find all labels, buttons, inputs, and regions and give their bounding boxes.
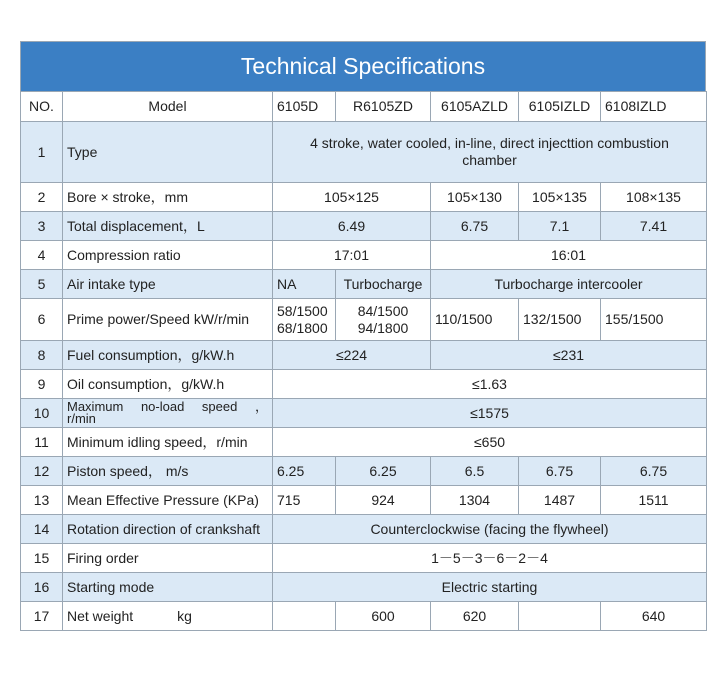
row-value: 6.49	[273, 212, 431, 241]
row-number: 8	[21, 341, 63, 370]
table-row	[21, 428, 707, 457]
row-value	[273, 602, 336, 631]
table-row	[21, 341, 707, 370]
row-value: ≤650	[273, 428, 707, 457]
row-label: Oil consumption，g/kW.h	[63, 370, 273, 399]
row-label: Compression ratio	[63, 241, 273, 270]
header-no: NO.	[21, 92, 63, 122]
header-row	[21, 92, 707, 122]
row-value: ≤231	[431, 341, 707, 370]
row-value: ≤224	[273, 341, 431, 370]
table-row	[21, 299, 707, 341]
header-model: Model	[63, 92, 273, 122]
row-number: 6	[21, 299, 63, 341]
row-number: 10	[21, 399, 63, 428]
row-value: NA	[273, 270, 336, 299]
row-value: 6.25	[273, 457, 336, 486]
row-value: 1－5－3－6－2－4	[273, 544, 707, 573]
row-number: 12	[21, 457, 63, 486]
header-model-1: 6105D	[273, 92, 336, 122]
row-value: 7.41	[601, 212, 707, 241]
row-value: Turbocharge intercooler	[431, 270, 707, 299]
table-row	[21, 573, 707, 602]
row-label: Piston speed， m/s	[63, 457, 273, 486]
table-row	[21, 399, 707, 428]
row-value: 1511	[601, 486, 707, 515]
spec-sheet	[20, 41, 706, 631]
row-value: Counterclockwise (facing the flywheel)	[273, 515, 707, 544]
row-number: 3	[21, 212, 63, 241]
row-value: 108×135	[601, 183, 707, 212]
row-value: 17:01	[273, 241, 431, 270]
header-model-2: R6105ZD	[336, 92, 431, 122]
row-value: 1487	[519, 486, 601, 515]
row-number: 15	[21, 544, 63, 573]
row-value: Electric starting	[273, 573, 707, 602]
row-value: Turbocharge	[336, 270, 431, 299]
row-label: Firing order	[63, 544, 273, 573]
row-label: Air intake type	[63, 270, 273, 299]
table-row	[21, 241, 707, 270]
row-label: Maximum no-load speed ，r/min	[63, 399, 273, 428]
row-label	[63, 602, 273, 631]
row-value: 6.75	[601, 457, 707, 486]
row-value: 7.1	[519, 212, 601, 241]
net-weight-unit: kg	[177, 607, 192, 624]
row-number: 2	[21, 183, 63, 212]
row-label: Minimum idling speed，r/min	[63, 428, 273, 457]
row-value: 6.25	[336, 457, 431, 486]
row-value: 105×125	[273, 183, 431, 212]
row-value: 600	[336, 602, 431, 631]
table-row	[21, 602, 707, 631]
row-value: 4 stroke, water cooled, in-line, direct injecttion combustion chamber	[273, 122, 707, 183]
row-value: 105×130	[431, 183, 519, 212]
row-value: 110/1500	[431, 299, 519, 341]
row-label: Type	[63, 122, 273, 183]
row-value: 715	[273, 486, 336, 515]
table-row	[21, 486, 707, 515]
row-value: ≤1575	[273, 399, 707, 428]
row-label: Mean Effective Pressure (KPa)	[63, 486, 273, 515]
row-label: Fuel consumption，g/kW.h	[63, 341, 273, 370]
row-value: 6.5	[431, 457, 519, 486]
row-value: 620	[431, 602, 519, 631]
row-number: 14	[21, 515, 63, 544]
row-value: 155/1500	[601, 299, 707, 341]
table-row	[21, 212, 707, 241]
net-weight-label: Net weight	[67, 607, 134, 624]
row-number: 13	[21, 486, 63, 515]
row-number: 5	[21, 270, 63, 299]
row-value: 58/1500 68/1800	[273, 299, 336, 341]
row-label: Starting mode	[63, 573, 273, 602]
spec-table	[20, 91, 707, 631]
table-row	[21, 544, 707, 573]
row-number: 17	[21, 602, 63, 631]
row-number: 9	[21, 370, 63, 399]
row-label: Prime power/Speed kW/r/min	[63, 299, 273, 341]
row-label: Bore × stroke，mm	[63, 183, 273, 212]
row-number: 11	[21, 428, 63, 457]
table-row	[21, 457, 707, 486]
row-value: 640	[601, 602, 707, 631]
table-row	[21, 270, 707, 299]
row-label: Total displacement，L	[63, 212, 273, 241]
row-value: 105×135	[519, 183, 601, 212]
row-value: 1304	[431, 486, 519, 515]
row-value: 132/1500	[519, 299, 601, 341]
table-row	[21, 183, 707, 212]
row-value	[519, 602, 601, 631]
header-model-3: 6105AZLD	[431, 92, 519, 122]
table-row	[21, 515, 707, 544]
table-row	[21, 370, 707, 399]
header-model-4: 6105IZLD	[519, 92, 601, 122]
row-number: 4	[21, 241, 63, 270]
table-row	[21, 122, 707, 183]
row-number: 1	[21, 122, 63, 183]
row-value: 16:01	[431, 241, 707, 270]
row-value: 924	[336, 486, 431, 515]
row-value: ≤1.63	[273, 370, 707, 399]
row-number: 16	[21, 573, 63, 602]
page-title: Technical Specifications	[20, 41, 706, 91]
header-model-5: 6108IZLD	[601, 92, 707, 122]
row-value: 6.75	[431, 212, 519, 241]
row-label: Rotation direction of crankshaft	[63, 515, 273, 544]
row-value: 6.75	[519, 457, 601, 486]
row-value: 84/1500 94/1800	[336, 299, 431, 341]
